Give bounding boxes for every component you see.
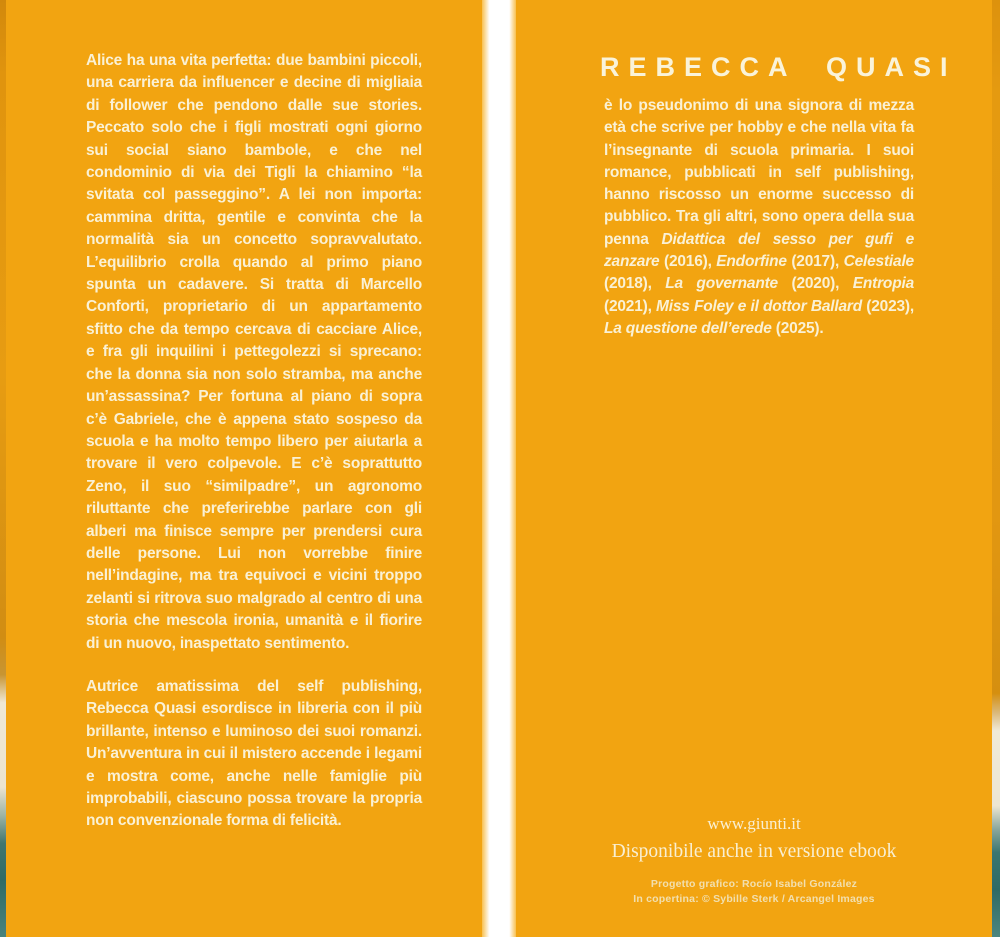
bio-text: (2017), (786, 253, 844, 271)
book-synopsis (86, 50, 422, 854)
credit-line: Progetto grafico: Rocío Isabel González (650, 878, 858, 890)
flap-gap-divider (482, 0, 516, 937)
synopsis-paragraph: Autrice amatissima del self publishing, Rebecca Quasi esordisce in libreria con il più brillante, intenso e luminoso dei suoi romanzi. Un’avventura in cui il mistero accende i legami e mostra come, anche nelle famiglie più improbabili, ciascuno possa trovare la propria non convenzionale forma di felicità. (86, 677, 422, 830)
book-title-italic: Didattica del sesso per gufi e zanzare (604, 230, 914, 271)
design-credits (516, 877, 992, 906)
book-title-italic: Miss Foley e il dottor Ballard (656, 297, 862, 315)
synopsis-paragraph: Alice ha una vita perfetta: due bambini piccoli, una carriera da influencer e decine di migliaia di follower che pendono dalle sue stories. Peccato solo che i figli mostrati ogni giorno sui social siano bambole, e che nel condominio di via dei Tigli la chiamino “la svitata col passeggino”. A lei non importa: cammina dritta, gentile e convinta che la normalità sia un concetto sopravvalutato. L’equilibrio crolla quando al primo piano spunta un cadavere. Si tratta di Marcello Conforti, proprietario di un appartamento sfitto che da tempo cercava di cacciare Alice, e fra gli inquilini i pettegolezzi si sprecano: che la donna sia non solo stramba, ma anche un’assassina? Per fortuna al piano di sopra c’è Gabriele, che è appena stato sospeso da scuola e ha molto tempo libero per aiutarla a trovare il vero colpevole. E c’è soprattutto Zeno, il suo “similpadre”, un agronomo riluttante che preferirebbe parlare con gli alberi ma finisce sempre per prendersi cura delle persone. Lui non vorrebbe finire nell’indagine, ma tra equivoci e vicini troppo zelanti si ritrova suo malgrado al centro di una storia che mescola ironia, umanità e il fiorire di un nuovo, inaspettato sentimento. (86, 52, 422, 652)
bio-text: (2018), (604, 275, 666, 293)
bio-text: (2016), (659, 253, 717, 271)
book-title-italic: Entropia (852, 275, 914, 293)
bio-text: è lo pseudonimo di una signora di mezza età che scrive per hobby e che nella vita fa l’insegnante di scuola primaria. I suoi romance, pubblicati in self publishing, hanno riscosso un enorme successo di pubblico. Tra gli altri, sono opera della sua penna (604, 97, 914, 248)
bio-text: (2021), (604, 297, 657, 315)
cover-edge-sliver-right (992, 0, 1000, 937)
book-title-italic: La questione dell’erede (604, 319, 772, 337)
ebook-availability-notice: Disponibile anche in versione ebook (611, 841, 897, 862)
bio-text: (2020), (777, 275, 853, 293)
jacket-flap-left (6, 0, 482, 937)
author-name-heading: REBECCA QUASI (600, 52, 957, 82)
credit-line: In copertina: © Sybille Sterk / Arcangel Images (633, 892, 875, 905)
bio-text: (2023), (861, 297, 914, 315)
author-bio (604, 95, 914, 340)
jacket-flap-right (516, 0, 992, 937)
book-title-italic: La governante (665, 275, 778, 293)
book-title-italic: Endorfine (716, 253, 787, 271)
book-title-italic: Celestiale (843, 253, 914, 271)
publisher-website: www.giunti.it (707, 814, 801, 833)
bio-text: (2025). (771, 319, 824, 337)
